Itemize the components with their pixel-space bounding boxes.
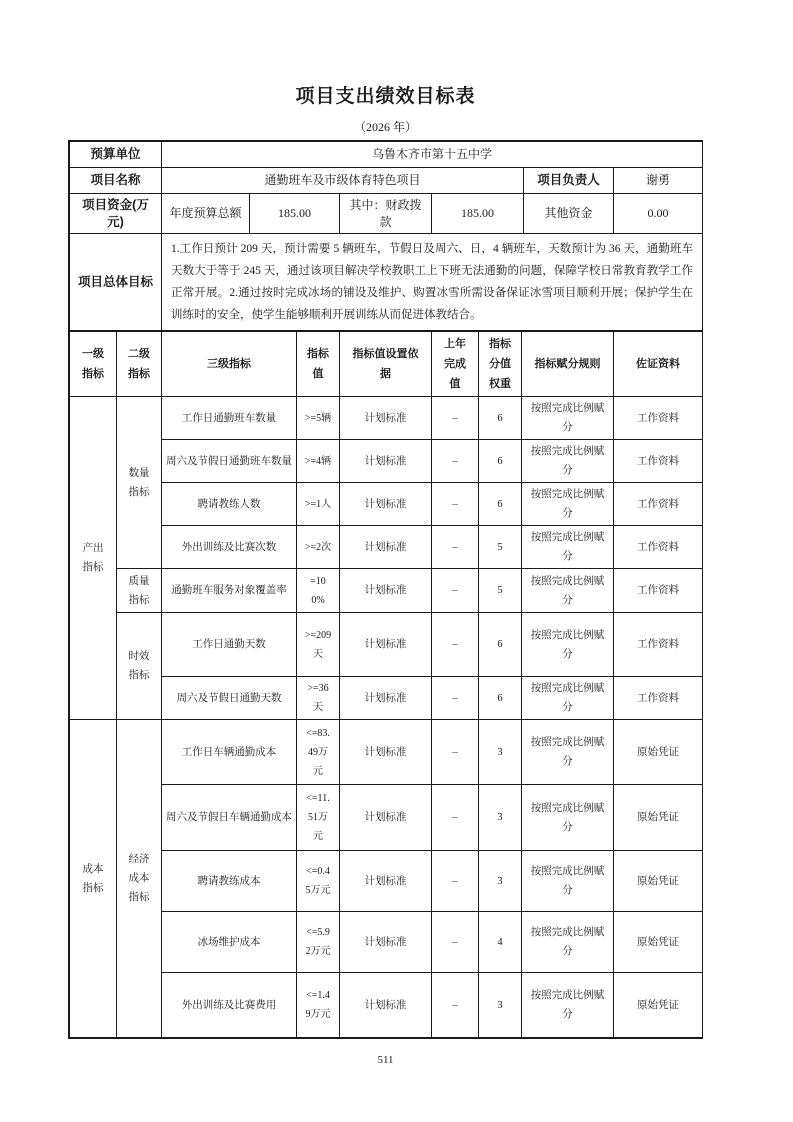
evidence-cell: 工作资料 <box>614 397 703 440</box>
project-funds-row <box>70 194 703 234</box>
header-basis: 指标值设置依据 <box>340 332 432 397</box>
header-level3: 三级指标 <box>162 332 297 397</box>
prev-value-cell: – <box>432 851 479 912</box>
prev-value-cell: – <box>432 785 479 851</box>
indicator-row <box>70 973 703 1038</box>
weight-cell: 3 <box>479 785 522 851</box>
value-cell: >=5辆 <box>297 397 340 440</box>
weight-cell: 6 <box>479 440 522 483</box>
evidence-cell: 原始凭证 <box>614 720 703 785</box>
basis-cell: 计划标准 <box>340 720 432 785</box>
header-value: 指标值 <box>297 332 340 397</box>
evidence-cell: 工作资料 <box>614 526 703 569</box>
other-funds-label: 其他资金 <box>524 194 614 234</box>
level3-cell: 外出训练及比赛费用 <box>162 973 297 1038</box>
weight-cell: 5 <box>479 569 522 613</box>
project-name-label: 项目名称 <box>70 168 162 194</box>
prev-value-cell: – <box>432 613 479 677</box>
indicator-row <box>70 440 703 483</box>
weight-cell: 3 <box>479 720 522 785</box>
performance-target-table <box>68 140 703 1039</box>
indicator-row <box>70 569 703 613</box>
level1-cell: 成本指标 <box>70 720 117 1038</box>
value-cell: <=5.92万元 <box>297 912 340 973</box>
evidence-cell: 原始凭证 <box>614 851 703 912</box>
header-evidence: 佐证资料 <box>614 332 703 397</box>
document-body <box>68 84 703 1066</box>
overall-goal-text: 1.工作日预计 209 天，预计需要 5 辆班车，节假日及周六、日，4 辆班车，天数预计为 36 天，通勤班车天数大于等于 245 天，通过该项目解决学校教职工上下班无法通勤的问题，保障学校日常教育教学工作正常开展。2.通过按时完成冰场的铺设及维护、购置冰雪所需设备保证冰雪项目顺利开展；保护学生在训练时的安全，使学生能够顺利开展训练从而促进体教结合。 <box>162 234 703 331</box>
weight-cell: 6 <box>479 613 522 677</box>
value-cell: <=11.51万元 <box>297 785 340 851</box>
indicator-table <box>69 331 703 1038</box>
prev-value-cell: – <box>432 973 479 1038</box>
page-number: 511 <box>377 1054 394 1066</box>
indicator-row <box>70 677 703 720</box>
header-level2: 二级指标 <box>117 332 162 397</box>
level3-cell: 聘请教练人数 <box>162 483 297 526</box>
rule-cell: 按照完成比例赋分 <box>522 613 614 677</box>
level3-cell: 周六及节假日车辆通勤成本 <box>162 785 297 851</box>
other-funds-value: 0.00 <box>614 194 703 234</box>
project-leader-value: 谢勇 <box>614 168 703 194</box>
prev-value-cell: – <box>432 526 479 569</box>
level3-cell: 周六及节假日通勤天数 <box>162 677 297 720</box>
header-weight: 指标分值权重 <box>479 332 522 397</box>
prev-value-cell: – <box>432 397 479 440</box>
weight-cell: 6 <box>479 677 522 720</box>
basis-cell: 计划标准 <box>340 912 432 973</box>
level1-cell: 产出指标 <box>70 397 117 720</box>
rule-cell: 按照完成比例赋分 <box>522 569 614 613</box>
value-cell: >=36天 <box>297 677 340 720</box>
rule-cell: 按照完成比例赋分 <box>522 397 614 440</box>
prev-value-cell: – <box>432 483 479 526</box>
rule-cell: 按照完成比例赋分 <box>522 720 614 785</box>
basis-cell: 计划标准 <box>340 483 432 526</box>
basis-cell: 计划标准 <box>340 851 432 912</box>
level3-cell: 周六及节假日通勤班车数量 <box>162 440 297 483</box>
rule-cell: 按照完成比例赋分 <box>522 483 614 526</box>
prev-value-cell: – <box>432 569 479 613</box>
overall-goal-label: 项目总体目标 <box>70 234 162 331</box>
basis-cell: 计划标准 <box>340 526 432 569</box>
weight-cell: 4 <box>479 912 522 973</box>
rule-cell: 按照完成比例赋分 <box>522 912 614 973</box>
prev-value-cell: – <box>432 912 479 973</box>
indicator-row <box>70 785 703 851</box>
evidence-cell: 工作资料 <box>614 569 703 613</box>
fiscal-allocation-label: 其中：财政拨款 <box>340 194 432 234</box>
basis-cell: 计划标准 <box>340 397 432 440</box>
value-cell: =100% <box>297 569 340 613</box>
basis-cell: 计划标准 <box>340 613 432 677</box>
project-name-value: 通勤班车及市级体育特色项目 <box>162 168 524 194</box>
rule-cell: 按照完成比例赋分 <box>522 677 614 720</box>
project-info-table <box>69 141 703 331</box>
level2-cell: 时效指标 <box>117 613 162 720</box>
indicator-row <box>70 526 703 569</box>
project-leader-label: 项目负责人 <box>524 168 614 194</box>
annual-budget-value: 185.00 <box>250 194 340 234</box>
evidence-cell: 工作资料 <box>614 483 703 526</box>
prev-value-cell: – <box>432 720 479 785</box>
indicator-header-row <box>70 332 703 397</box>
level2-cell: 经济成本指标 <box>117 720 162 1038</box>
evidence-cell: 原始凭证 <box>614 973 703 1038</box>
level3-cell: 聘请教练成本 <box>162 851 297 912</box>
value-cell: <=0.45万元 <box>297 851 340 912</box>
level3-cell: 工作日通勤天数 <box>162 613 297 677</box>
value-cell: >=4辆 <box>297 440 340 483</box>
level3-cell: 通勤班车服务对象覆盖率 <box>162 569 297 613</box>
value-cell: <=83.49万元 <box>297 720 340 785</box>
indicator-row <box>70 397 703 440</box>
level2-cell: 质量指标 <box>117 569 162 613</box>
annual-budget-label: 年度预算总额 <box>162 194 250 234</box>
basis-cell: 计划标准 <box>340 973 432 1038</box>
budget-unit-label: 预算单位 <box>70 142 162 168</box>
level3-cell: 工作日通勤班车数量 <box>162 397 297 440</box>
budget-unit-value: 乌鲁木齐市第十五中学 <box>162 142 703 168</box>
rule-cell: 按照完成比例赋分 <box>522 851 614 912</box>
evidence-cell: 工作资料 <box>614 613 703 677</box>
indicator-row <box>70 720 703 785</box>
header-rule: 指标赋分规则 <box>522 332 614 397</box>
weight-cell: 5 <box>479 526 522 569</box>
weight-cell: 6 <box>479 397 522 440</box>
budget-unit-row <box>70 142 703 168</box>
value-cell: >=1人 <box>297 483 340 526</box>
project-name-row <box>70 168 703 194</box>
basis-cell: 计划标准 <box>340 677 432 720</box>
weight-cell: 6 <box>479 483 522 526</box>
weight-cell: 3 <box>479 973 522 1038</box>
fiscal-allocation-value: 185.00 <box>432 194 524 234</box>
value-cell: <=1.49万元 <box>297 973 340 1038</box>
rule-cell: 按照完成比例赋分 <box>522 526 614 569</box>
prev-value-cell: – <box>432 677 479 720</box>
page-title: 项目支出绩效目标表 <box>295 86 476 107</box>
evidence-cell: 原始凭证 <box>614 785 703 851</box>
basis-cell: 计划标准 <box>340 440 432 483</box>
basis-cell: 计划标准 <box>340 785 432 851</box>
indicator-row <box>70 483 703 526</box>
indicator-row <box>70 851 703 912</box>
indicator-row <box>70 613 703 677</box>
prev-value-cell: – <box>432 440 479 483</box>
header-level1: 一级指标 <box>70 332 117 397</box>
evidence-cell: 工作资料 <box>614 677 703 720</box>
overall-goal-row <box>70 234 703 331</box>
evidence-cell: 工作资料 <box>614 440 703 483</box>
rule-cell: 按照完成比例赋分 <box>522 973 614 1038</box>
level2-cell: 数量指标 <box>117 397 162 569</box>
rule-cell: 按照完成比例赋分 <box>522 440 614 483</box>
rule-cell: 按照完成比例赋分 <box>522 785 614 851</box>
header-prev-value: 上年完成值 <box>432 332 479 397</box>
value-cell: >=2次 <box>297 526 340 569</box>
project-funds-label: 项目资金(万元) <box>70 194 162 234</box>
evidence-cell: 原始凭证 <box>614 912 703 973</box>
indicator-row <box>70 912 703 973</box>
level3-cell: 工作日车辆通勤成本 <box>162 720 297 785</box>
weight-cell: 3 <box>479 851 522 912</box>
level3-cell: 冰场维护成本 <box>162 912 297 973</box>
value-cell: >=209天 <box>297 613 340 677</box>
level3-cell: 外出训练及比赛次数 <box>162 526 297 569</box>
page-subtitle: （2026 年） <box>353 120 417 134</box>
basis-cell: 计划标准 <box>340 569 432 613</box>
